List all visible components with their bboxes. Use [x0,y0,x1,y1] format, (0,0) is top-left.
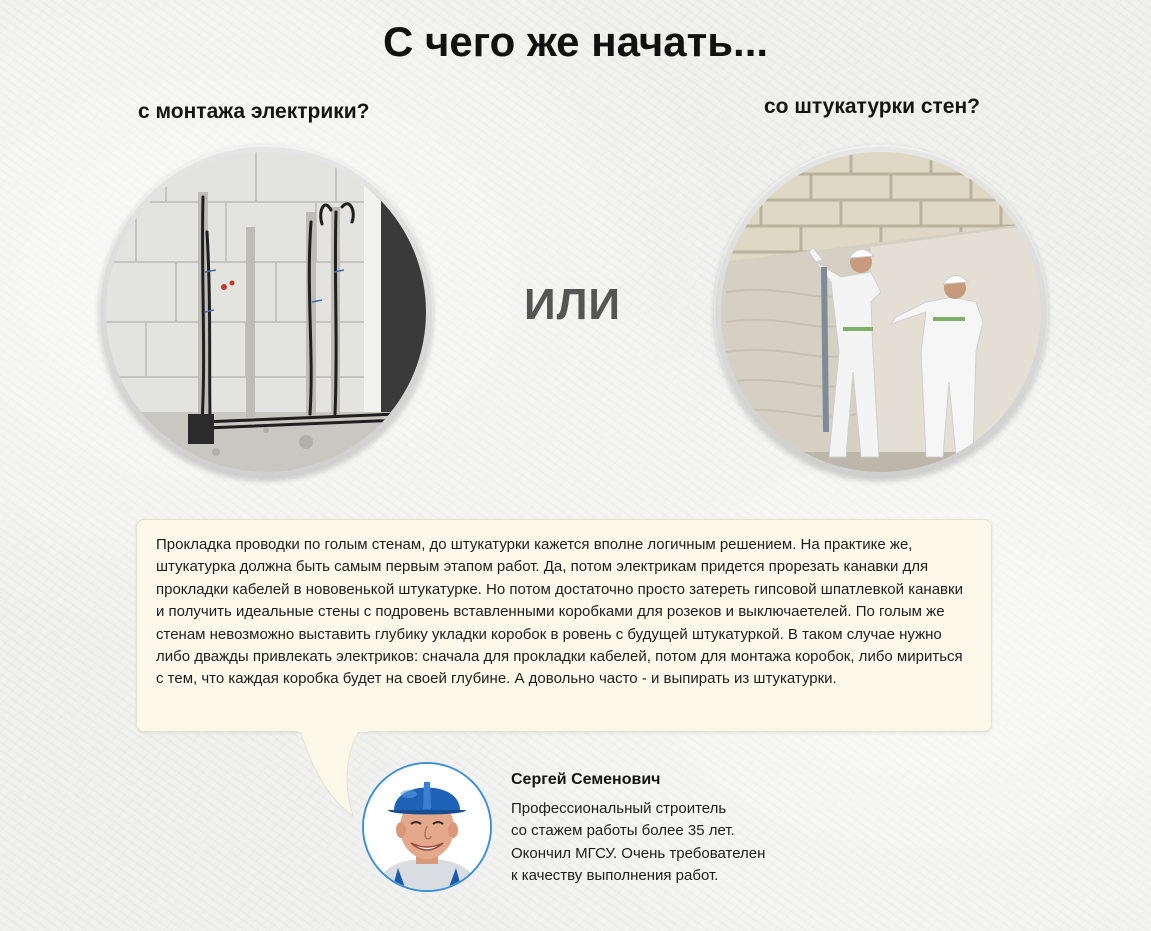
option-label-electrical: с монтажа электрики? [138,100,370,123]
expert-avatar [362,762,492,892]
page-title: С чего же начать... [382,18,769,65]
electrical-photo-frame [99,145,433,479]
expert-bio-line: к качеству выполнения работ. [511,866,719,884]
builder-avatar-icon [364,764,490,890]
or-separator: ИЛИ [523,280,622,329]
electrical-wiring-photo [106,152,426,472]
expert-bio-line: со стажем работы более 35 лет. [511,822,735,840]
expert-bio-line: Профессиональный строитель [511,800,727,817]
expert-bio-line: Окончил МГСУ. Очень требователен [511,844,766,862]
expert-bio [511,798,831,887]
wall-plastering-photo [721,152,1041,472]
expert-quote-box [136,519,992,732]
quote-bubble-tail [298,730,368,820]
plastering-photo-frame [714,145,1048,479]
expert-quote-text: Прокладка проводки по голым стенам, до штукатурки кажется вполне логичным решением. На практике же, штукатурка должна быть самым первым этапом работ. Да, потом электрикам придется прорезать канавки для прокладки кабелей в нововенькой штукатурке. Но потом достаточно просто затереть гипсовой шпатлевкой канавки и получить идеальные стены с подровень вставленными коробками для розеков и выключаетелей. По голым же стенам невозможно выставить глубику укладки коробок в ровень с будущей штукатуркой. В таком случае нужно либо дважды привлекать электриков: сначала для прокладки кабелей, потом для монтажа коробок, либо мириться с тем, что каждая коробка будет на своей глубине. А довольно часто - и выпирать из штукатурки. [156,536,963,688]
expert-name: Сергей Семенович [511,771,661,788]
option-label-plastering: со штукатурки стен? [764,95,980,118]
